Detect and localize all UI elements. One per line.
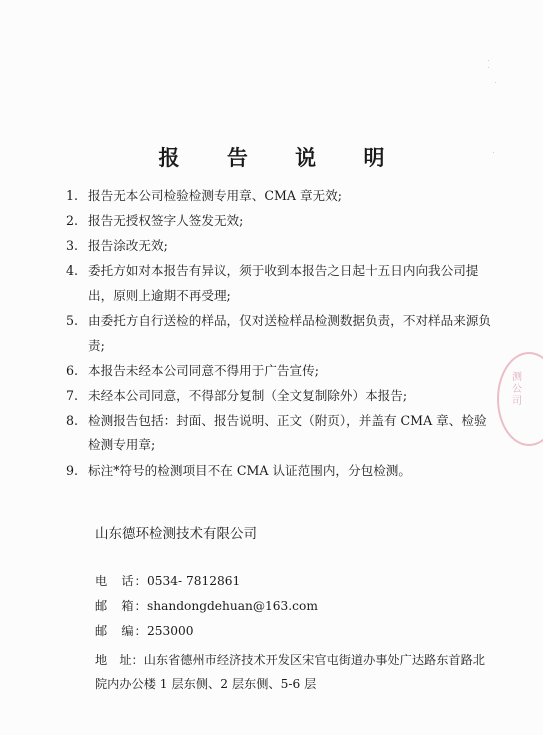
- phone-row: [95, 573, 240, 589]
- item-text: 报告涂改无效;: [88, 238, 168, 254]
- scan-speck: [488, 67, 489, 68]
- item-number: 1.: [66, 188, 79, 203]
- list-item: [66, 209, 496, 234]
- postcode-value: 253000: [147, 624, 194, 638]
- item-text: 委托方如对本报告有异议，须于收到本报告之日起十五日内向我公司提出，原则上逾期不再受理;: [88, 263, 479, 303]
- item-number: 8.: [66, 412, 79, 428]
- item-number: 6.: [66, 362, 79, 378]
- phone-value: 0534- 7812861: [147, 574, 241, 588]
- email-value: shandongdehuan@163.com: [147, 599, 318, 613]
- list-item: [66, 409, 496, 458]
- item-text: 由委托方自行送检的样品，仅对送检样品检测数据负责，不对样品来源负责;: [88, 312, 491, 353]
- list-item: [66, 359, 496, 384]
- item-number: 5.: [66, 312, 79, 328]
- item-text: 未经本公司同意，不得部分复制（全文复制除外）本报告;: [88, 387, 408, 403]
- address-label: 地 址：: [95, 653, 144, 667]
- list-item: [66, 234, 496, 259]
- list-item: [66, 184, 496, 209]
- page-title: 报 告 说 明: [158, 146, 405, 170]
- scan-speck: [495, 82, 496, 83]
- item-number: 2.: [66, 213, 79, 229]
- seal-text: 测公司: [512, 372, 522, 407]
- postcode-row: [95, 623, 194, 639]
- item-text: 检测报告包括：封面、报告说明、正文（附页），并盖有 CMA 章、检验检测专用章;: [88, 412, 487, 453]
- scan-speck: [488, 60, 489, 61]
- email-row: [95, 598, 318, 614]
- item-text: 本报告未经本公司同意不得用于广告宣传;: [88, 362, 319, 378]
- list-item: [66, 459, 496, 484]
- item-text: 报告无本公司检验检测专用章、CMA 章无效;: [88, 188, 342, 203]
- item-number: 7.: [66, 387, 79, 403]
- notice-list: [66, 184, 496, 484]
- list-item: [66, 309, 496, 358]
- phone-label: 电 话：: [95, 574, 148, 588]
- company-name: 山东德环检测技术有限公司: [95, 526, 257, 542]
- address-value: 山东省德州市经济技术开发区宋官屯街道办事处广达路东首路北院内办公楼 1 层东侧、2 层东侧、5-6 层: [95, 653, 485, 691]
- item-number: 4.: [66, 263, 79, 279]
- postcode-label: 邮 编：: [95, 624, 148, 638]
- email-label: 邮 箱：: [95, 599, 148, 613]
- item-text: 报告无授权签字人签发无效;: [88, 213, 244, 229]
- item-number: 9.: [66, 462, 79, 478]
- list-item: [66, 259, 496, 308]
- item-number: 3.: [66, 238, 79, 254]
- list-item: [66, 384, 496, 409]
- item-text: 标注*符号的检测项目不在 CMA 认证范围内，分包检测。: [88, 462, 411, 478]
- address-row: [95, 648, 495, 696]
- scan-speck: [493, 152, 494, 153]
